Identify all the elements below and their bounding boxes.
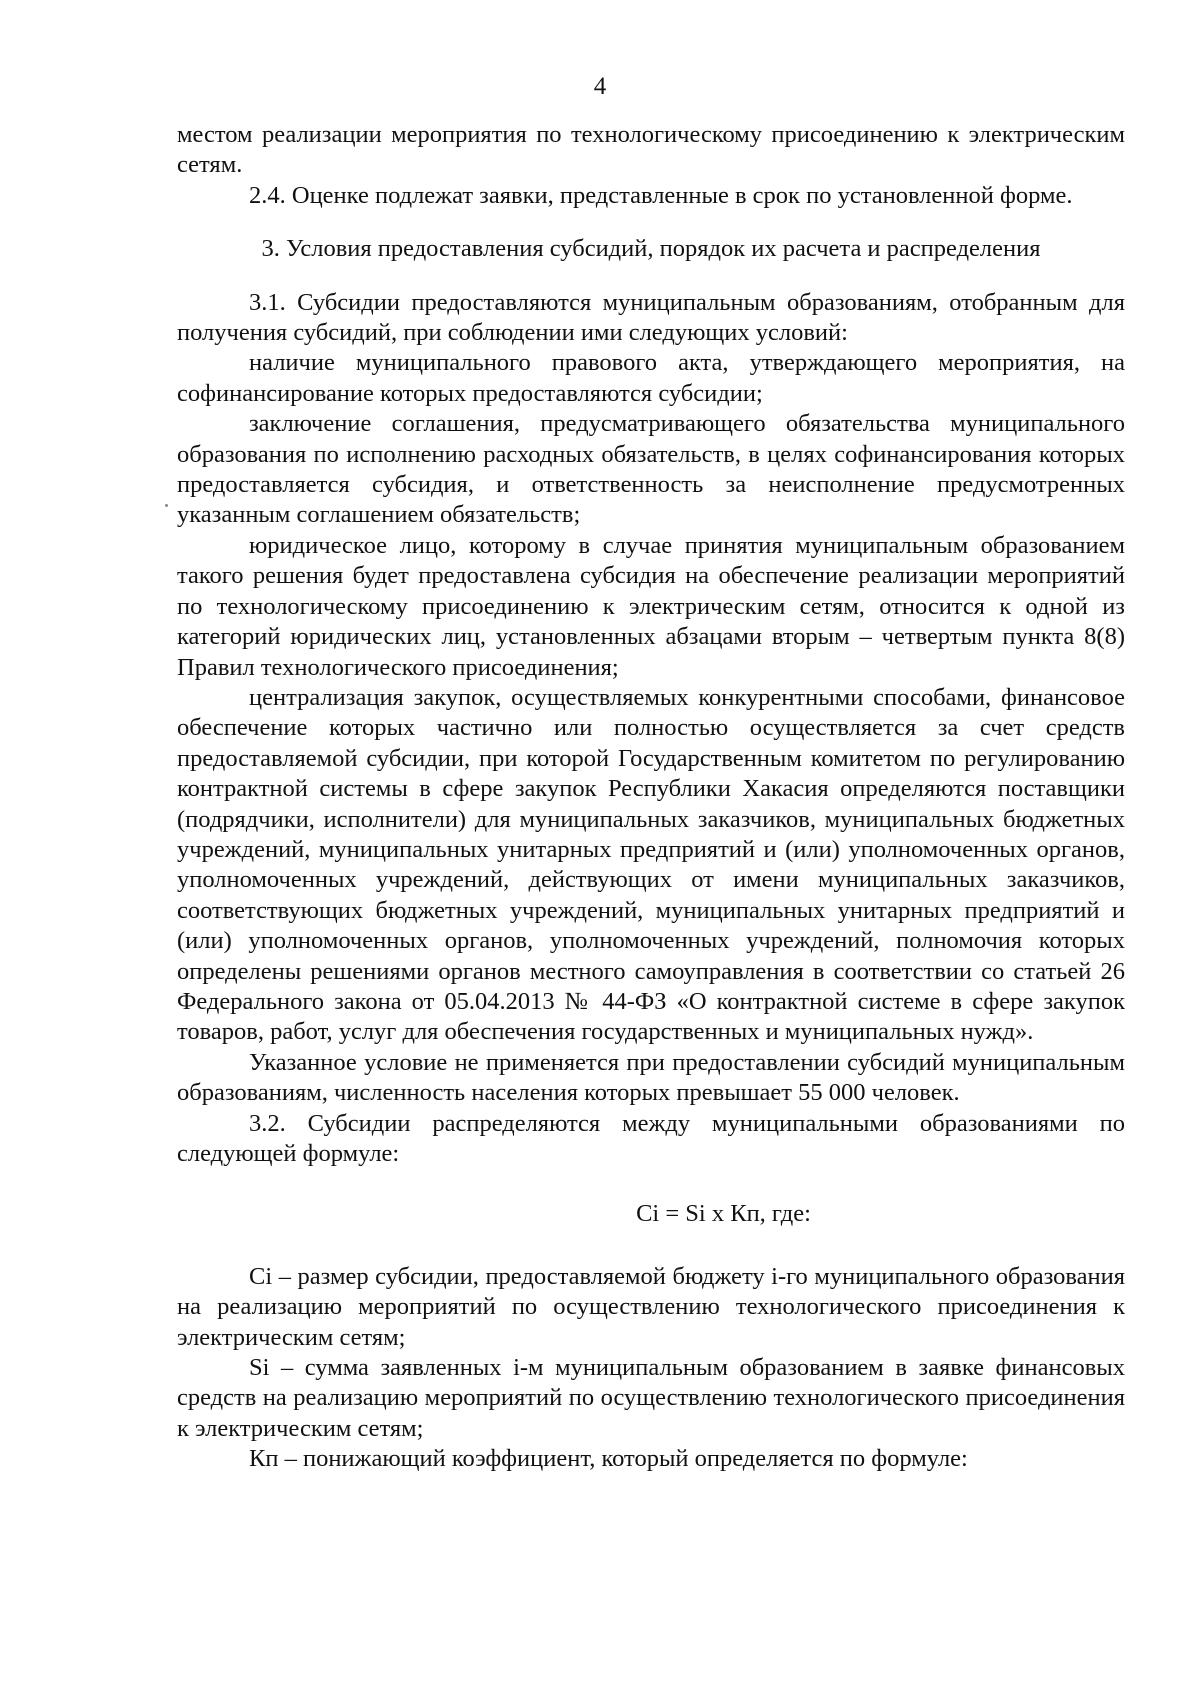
paragraph-condition-centralization: централизация закупок, осуществляемых конкурентными способами, финансовое обеспечение которых частично или полностью осуществляется за счет средств предоставляемой субсидии, при которой Государственным комитетом по регулированию контрактной системы в сфере закупок Республики Хакасия определяются поставщики (подрядчики, исполнители) для муниципальных заказчиков, муниципальных бюджетных учреждений, муниципальных унитарных предприятий и (или) уполномоченных органов, уполномоченных учреждений, действующих от имени муниципальных заказчиков, соответствующих бюджетных учреждений, муниципальных унитарных предприятий и (или) уполномоченных органов, уполномоченных учреждений, полномочия которых определены решениями органов местного самоуправления в соответствии со статьей 26 Федерального закона от 05.04.2013 № 44-ФЗ «О контрактной системе в сфере закупок товаров, работ, услуг для обеспечения государственных и муниципальных нужд». (177, 683, 1125, 1046)
paragraph-condition-legal-entity: юридическое лицо, которому в случае принятия муниципальным образованием такого решения будет предоставлена субсидия на обеспечение реализации мероприятий по технологическому присоединению к электрическим сетям, относится к одной из категорий юридических лиц, установленных абзацами вторым – четвертым пункта 8(8) Правил технологического присоединения; (177, 531, 1125, 681)
paragraph-condition-legal-act: наличие муниципального правового акта, утверждающего мероприятия, на софинансирование которых предоставляются субсидии; (177, 349, 1125, 407)
scan-artifact-dot (165, 504, 168, 507)
definition-si: Si – сумма заявленных i-м муниципальным образованием в заявке финансовых средств на реализацию мероприятий по осуществлению технологического присоединения к электрическим сетям; (177, 1354, 1125, 1442)
paragraph-continuation: местом реализации мероприятия по технологическому присоединению к электрическим сетям. (177, 121, 1125, 179)
paragraph-2-4: 2.4. Оценке подлежат заявки, представленные в срок по установленной форме. (249, 181, 1073, 209)
page-number: 4 (593, 73, 607, 100)
document-body (177, 120, 1125, 1475)
paragraph-3-1: 3.1. Субсидии предоставляются муниципальным образованиям, отобранным для получения субсидий, при соблюдении ими следующих условий: (177, 288, 1125, 347)
formula-ci: Ci = Si x Кп, где: (636, 1200, 811, 1228)
paragraph-condition-exception: Указанное условие не применяется при предоставлении субсидий муниципальным образованиям, численность населения которых превышает 55 000 человек. (177, 1048, 1125, 1107)
definition-ci: Ci – размер субсидии, предоставляемой бюджету i-го муниципального образования на реализацию мероприятий по осуществлению технологического присоединения к электрическим сетям; (177, 1262, 1125, 1351)
definition-kp: Кп – понижающий коэффициент, который определяется по формуле: (249, 1445, 968, 1473)
paragraph-3-2: 3.2. Субсидии распределяются между муниципальными образованиями по следующей формуле: (177, 1109, 1125, 1167)
paragraph-condition-agreement: заключение соглашения, предусматривающего обязательства муниципального образования по исполнению расходных обязательств, в целях софинансирования которых предоставляется субсидия, и ответственность за неисполнение предусмотренных указанным соглашением обязательств; (177, 410, 1125, 529)
section-heading-3: 3. Условия предоставления субсидий, порядок их расчета и распределения (261, 235, 1041, 263)
